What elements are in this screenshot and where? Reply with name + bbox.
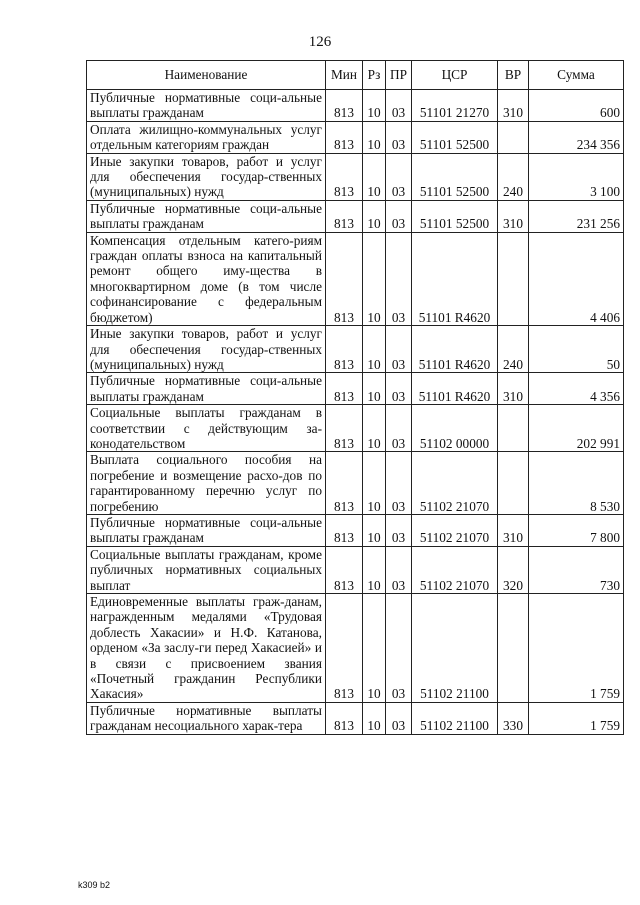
- cell-vr: [498, 452, 529, 515]
- cell-csr: 51102 21100: [412, 594, 498, 703]
- cell-pr: 03: [386, 702, 412, 734]
- cell-vr: 310: [498, 90, 529, 122]
- cell-name: Публичные нормативные соци-альные выплаты гражданам: [87, 373, 326, 405]
- table-row: [87, 90, 624, 122]
- cell-pr: 03: [386, 546, 412, 593]
- cell-rz: 10: [363, 153, 386, 200]
- table-row: [87, 153, 624, 200]
- cell-rz: 10: [363, 121, 386, 153]
- header-pr: ПР: [386, 61, 412, 90]
- cell-sum: 231 256: [529, 200, 624, 232]
- cell-rz: 10: [363, 90, 386, 122]
- cell-min: 813: [326, 326, 363, 373]
- cell-vr: [498, 594, 529, 703]
- cell-min: 813: [326, 405, 363, 452]
- cell-vr: 240: [498, 326, 529, 373]
- cell-sum: 8 530: [529, 452, 624, 515]
- cell-name: Единовременные выплаты граж-данам, награжденным медалями «Трудовая доблесть Хакасии» и Н.Ф. Катанова, орденом «За заслу-ги перед Хакасией» и в связи с присвоением звания «Почетный гражданин Республики Хакасия»: [87, 594, 326, 703]
- header-csr: ЦСР: [412, 61, 498, 90]
- cell-pr: 03: [386, 200, 412, 232]
- cell-vr: 320: [498, 546, 529, 593]
- table-row: [87, 452, 624, 515]
- cell-sum: 4 356: [529, 373, 624, 405]
- cell-csr: 51102 21070: [412, 514, 498, 546]
- cell-min: 813: [326, 373, 363, 405]
- cell-vr: [498, 232, 529, 325]
- cell-sum: 234 356: [529, 121, 624, 153]
- cell-vr: 310: [498, 373, 529, 405]
- cell-name: Публичные нормативные выплаты гражданам несоциального харак-тера: [87, 702, 326, 734]
- cell-min: 813: [326, 452, 363, 515]
- cell-min: 813: [326, 153, 363, 200]
- budget-table: [86, 60, 624, 735]
- cell-sum: 730: [529, 546, 624, 593]
- cell-min: 813: [326, 514, 363, 546]
- cell-csr: 51101 21270: [412, 90, 498, 122]
- table-row: [87, 594, 624, 703]
- cell-vr: [498, 405, 529, 452]
- cell-name: Социальные выплаты гражданам в соответствии с действующим за-конодательством: [87, 405, 326, 452]
- cell-name: Публичные нормативные соци-альные выплаты гражданам: [87, 90, 326, 122]
- cell-csr: 51101 52500: [412, 121, 498, 153]
- cell-rz: 10: [363, 594, 386, 703]
- cell-pr: 03: [386, 452, 412, 515]
- cell-pr: 03: [386, 594, 412, 703]
- table-body: [87, 90, 624, 735]
- cell-csr: 51102 21070: [412, 546, 498, 593]
- cell-pr: 03: [386, 153, 412, 200]
- cell-sum: 1 759: [529, 702, 624, 734]
- header-min: Мин: [326, 61, 363, 90]
- cell-csr: 51102 21070: [412, 452, 498, 515]
- cell-min: 813: [326, 546, 363, 593]
- table-row: [87, 546, 624, 593]
- cell-name: Оплата жилищно-коммунальных услуг отдельным категориям граждан: [87, 121, 326, 153]
- table-header-row: [87, 61, 624, 90]
- cell-rz: 10: [363, 452, 386, 515]
- cell-name: Публичные нормативные соци-альные выплаты гражданам: [87, 514, 326, 546]
- cell-name: Выплата социального пособия на погребение и возмещение расхо-дов по гарантированному перечню услуг по погребению: [87, 452, 326, 515]
- cell-min: 813: [326, 200, 363, 232]
- header-vr: ВР: [498, 61, 529, 90]
- cell-sum: 202 991: [529, 405, 624, 452]
- cell-csr: 51102 00000: [412, 405, 498, 452]
- table-row: [87, 373, 624, 405]
- table-row: [87, 232, 624, 325]
- cell-csr: 51102 21100: [412, 702, 498, 734]
- cell-csr: 51101 R4620: [412, 373, 498, 405]
- footer-code: k309 b2: [78, 880, 111, 890]
- cell-csr: 51101 R4620: [412, 232, 498, 325]
- cell-csr: 51101 R4620: [412, 326, 498, 373]
- header-sum: Сумма: [529, 61, 624, 90]
- page-number: 126: [308, 34, 332, 50]
- cell-rz: 10: [363, 514, 386, 546]
- cell-min: 813: [326, 702, 363, 734]
- cell-rz: 10: [363, 702, 386, 734]
- cell-sum: 600: [529, 90, 624, 122]
- table-row: [87, 702, 624, 734]
- cell-name: Социальные выплаты гражданам, кроме публичных нормативных социальных выплат: [87, 546, 326, 593]
- cell-name: Публичные нормативные соци-альные выплаты гражданам: [87, 200, 326, 232]
- cell-name: Иные закупки товаров, работ и услуг для обеспечения государ-ственных (муниципальных) нужд: [87, 326, 326, 373]
- header-rz: Рз: [363, 61, 386, 90]
- cell-name: Иные закупки товаров, работ и услуг для обеспечения государ-ственных (муниципальных) нужд: [87, 153, 326, 200]
- header-name: Наименование: [87, 61, 326, 90]
- cell-min: 813: [326, 594, 363, 703]
- cell-sum: 4 406: [529, 232, 624, 325]
- cell-rz: 10: [363, 546, 386, 593]
- cell-name: Компенсация отдельным катего-риям граждан оплаты взноса на капитальный ремонт общего иму-щества в многоквартирном доме (в том числе софинансирование с федеральным бюджетом): [87, 232, 326, 325]
- cell-pr: 03: [386, 232, 412, 325]
- cell-min: 813: [326, 232, 363, 325]
- cell-min: 813: [326, 90, 363, 122]
- cell-vr: 240: [498, 153, 529, 200]
- cell-pr: 03: [386, 373, 412, 405]
- cell-vr: 330: [498, 702, 529, 734]
- cell-min: 813: [326, 121, 363, 153]
- cell-pr: 03: [386, 121, 412, 153]
- table-row: [87, 514, 624, 546]
- table-row: [87, 326, 624, 373]
- cell-rz: 10: [363, 405, 386, 452]
- cell-rz: 10: [363, 200, 386, 232]
- cell-csr: 51101 52500: [412, 200, 498, 232]
- cell-pr: 03: [386, 90, 412, 122]
- cell-pr: 03: [386, 405, 412, 452]
- table-row: [87, 121, 624, 153]
- cell-sum: 3 100: [529, 153, 624, 200]
- cell-csr: 51101 52500: [412, 153, 498, 200]
- cell-vr: [498, 121, 529, 153]
- cell-sum: 7 800: [529, 514, 624, 546]
- table-row: [87, 405, 624, 452]
- cell-pr: 03: [386, 514, 412, 546]
- cell-vr: 310: [498, 514, 529, 546]
- cell-sum: 50: [529, 326, 624, 373]
- cell-sum: 1 759: [529, 594, 624, 703]
- cell-rz: 10: [363, 232, 386, 325]
- cell-pr: 03: [386, 326, 412, 373]
- cell-rz: 10: [363, 373, 386, 405]
- cell-vr: 310: [498, 200, 529, 232]
- table-row: [87, 200, 624, 232]
- cell-rz: 10: [363, 326, 386, 373]
